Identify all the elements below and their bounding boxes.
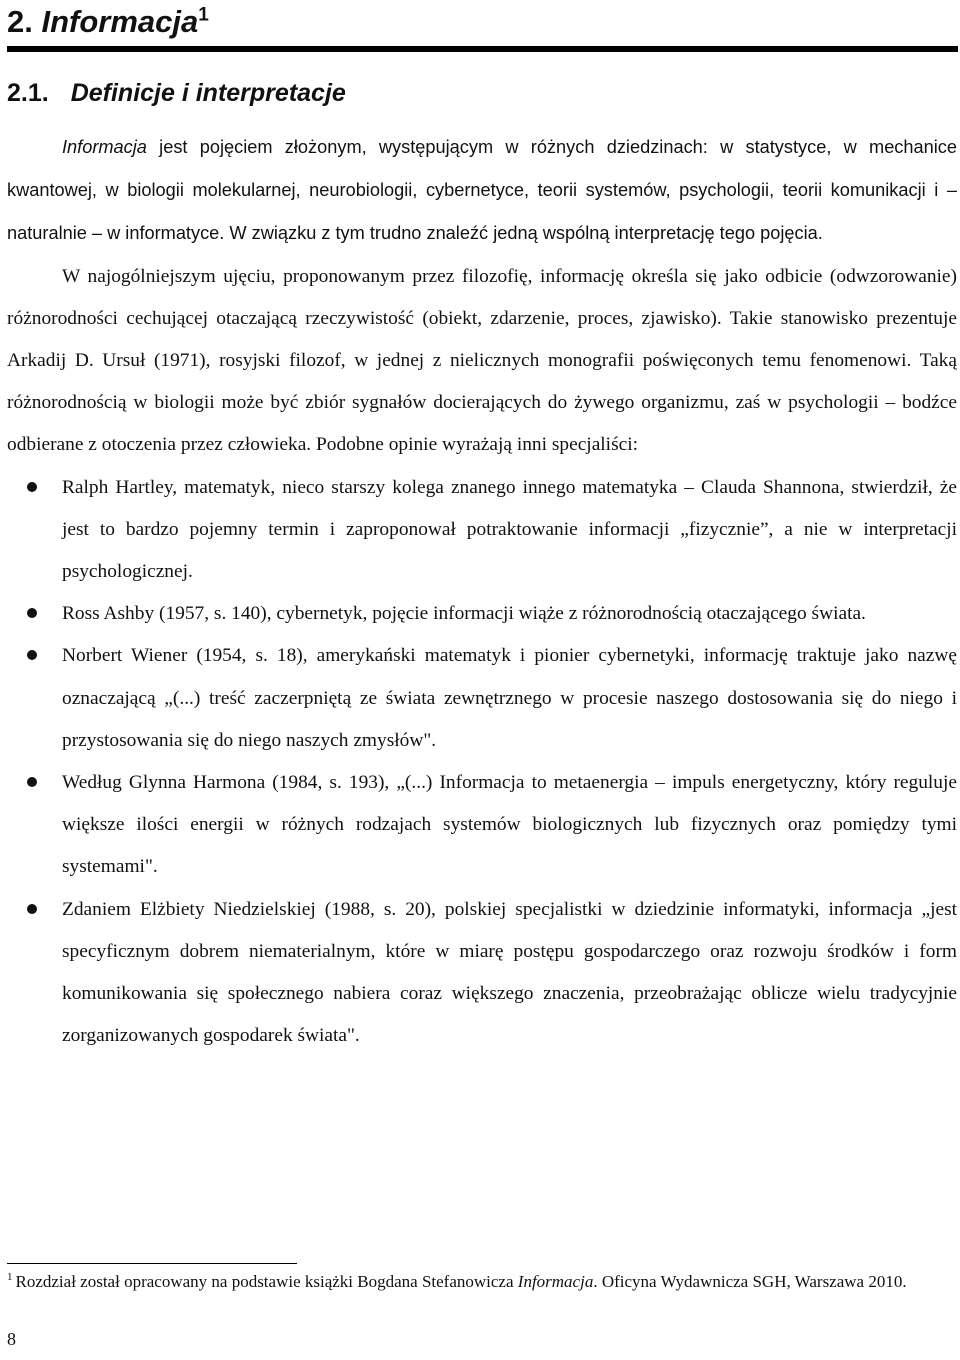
bullet-list [7, 467, 957, 1058]
list-item [7, 467, 957, 594]
footnote-marker: 1 [7, 1271, 13, 1284]
bullet-icon [27, 482, 37, 492]
paragraph-2: W najogólniejszym ujęciu, proponowanym przez filozofię, informację określa się jako odbicie (odwzorowanie) różnorodności cechującej otaczającą rzeczywistość (obiekt, zdarzenie, proces, zjawisko). Takie stanowisko prezentuje Arkadij D. Ursuł (1971), rosyjski filozof, w jednej z nielicznych monografii poświęconych temu fenomenowi. Taką różnorodnością w biologii może być zbiór sygnałów docierających do żywego organizmu, zaś w psychologii – bodźce odbierane z otoczenia przez człowieka. Podobne opinie wyrażają inni specjaliści: [7, 265, 957, 456]
chapter-title: Informacja [41, 4, 199, 39]
bullet-icon [27, 650, 37, 660]
list-item-text: Ross Ashby (1957, s. 140), cybernetyk, pojęcie informacji wiąże z różnorodnością otaczającego świata. [62, 603, 866, 625]
bullet-icon [27, 904, 37, 914]
section-number: 2.1. [7, 79, 49, 107]
chapter-heading [7, 2, 209, 42]
list-item-text: Norbert Wiener (1954, s. 18), amerykański matematyk i pionier cybernetyki, informację traktuje jako nazwę oznaczającą „(...) treść zaczerpniętą ze świata zewnętrznego w procesie naszego dostosowania się do niego i przystosowania się do niego naszych zmysłów". [62, 645, 957, 751]
footnote-text-before: Rozdział został opracowany na podstawie książki Bogdana Stefanowicza [15, 1272, 518, 1291]
list-item [7, 635, 957, 762]
footnote-rule [7, 1263, 297, 1264]
list-item [7, 762, 957, 889]
lead-term: Informacja [62, 137, 147, 157]
chapter-number: 2. [7, 4, 33, 39]
section-heading [7, 76, 346, 110]
list-item-text: Ralph Hartley, matematyk, nieco starszy kolega znanego innego matematyka – Clauda Shannona, stwierdził, że jest to bardzo pojemny termin i zaproponował potraktowanie informacji „fizycznie”, a nie w interpretacji psychologicznej. [62, 476, 957, 583]
list-item-text: Według Glynna Harmona (1984, s. 193), „(...) Informacja to metaenergia – impuls energetyczny, który reguluje większe ilości energii w różnych rodzajach systemów biologicznych lub fizycznych oraz pomiędzy tymi systemami". [62, 772, 957, 878]
heading-rule [7, 46, 958, 52]
page-number: 8 [7, 1329, 16, 1349]
bullet-icon [27, 777, 37, 787]
footnote-book-title: Informacja [517, 1272, 594, 1291]
footnote [7, 1270, 957, 1294]
bullet-icon [27, 608, 37, 618]
section-title: Definicje i interpretacje [70, 79, 346, 107]
paragraph-1-text: jest pojęciem złożonym, występującym w różnych dziedzinach: w statystyce, w mechanice kwantowej, w biologii molekularnej, neurobiologii, cybernetyce, teorii systemów, psychologii, teorii komunikacji i – naturalnie – w informatyce. W związku z tym trudno znaleźć jedną wspólną interpretację tego pojęcia. [7, 137, 957, 244]
list-item-text: Zdaniem Elżbiety Niedzielskiej (1988, s. 20), polskiej specjalistki w dziedzinie informatyki, informacja „jest specyficznym dobrem niematerialnym, które w miarę postępu gospodarczego oraz rozwoju środków i form komunikowania się społecznego nabiera coraz większego znaczenia, przeobrażając oblicze wielu tradycyjnie zorganizowanych gospodarek świata". [62, 898, 957, 1047]
paragraph-1 [7, 126, 957, 256]
list-item [7, 593, 957, 635]
footnote-text-after: . Oficyna Wydawnicza SGH, Warszawa 2010. [593, 1272, 907, 1291]
list-item [7, 889, 957, 1058]
body-text [7, 126, 957, 1057]
chapter-footnote-ref[interactable]: 1 [198, 4, 209, 26]
